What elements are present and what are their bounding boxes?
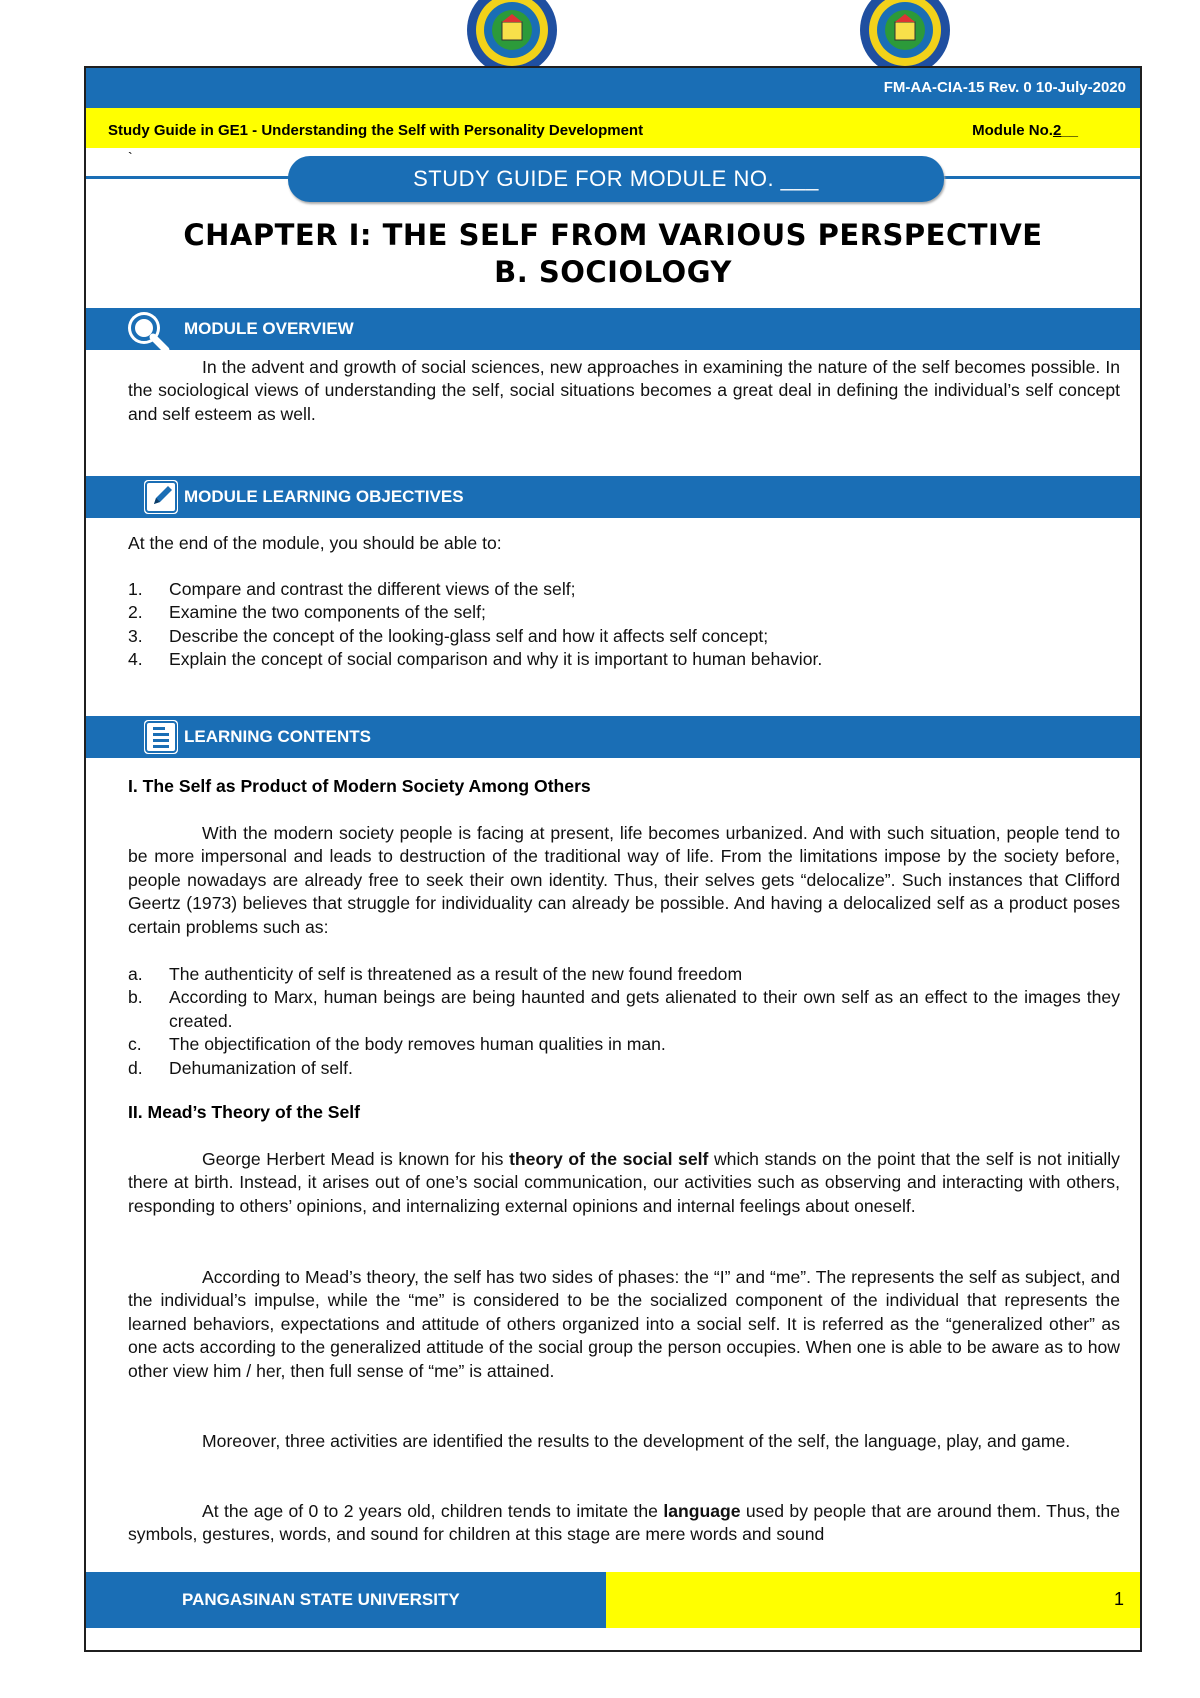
content-paragraph-2 (128, 1148, 1120, 1218)
overview-paragraph: In the advent and growth of social sciences, new approaches in examining the nature of the self becomes possible. In the sociological views of understanding the self, social situations becomes a great deal in defining the individual’s self concept and self esteem as well. (128, 357, 1120, 424)
list-item (128, 1057, 1120, 1080)
guide-line-right (936, 176, 1140, 179)
document-icon (144, 720, 178, 754)
list-item (128, 625, 1120, 648)
para5-text: At the age of 0 to 2 years old, children tends to imitate the (202, 1501, 664, 1521)
module-number: Module No.2__ (972, 122, 1078, 139)
university-seal-right (859, 0, 951, 72)
para2-emphasis: theory of the social self (509, 1149, 709, 1169)
footer-page-bar (606, 1572, 1140, 1628)
list-item (128, 963, 1120, 986)
list-text: The objectification of the body removes human qualities in man. (169, 1034, 666, 1055)
section-module-overview (86, 308, 1140, 350)
list-text: Examine the two components of the self; (169, 602, 486, 623)
list-text: According to Marx, human beings are being haunted and gets alienated to their own self as an effect to the images they created. (169, 987, 1120, 1031)
content-paragraph-1: With the modern society people is facing at present, life becomes urbanized. And with such situation, people tend to be more impersonal and leads to destruction of the traditional way of life. From the limitations impose by the society before, people nowadays are already free to seek their own identity. Thus, their selves gets “delocalize”. Such instances that Clifford Geertz (1973) believes that struggle for individuality can already be possible. And having a delocalized self as a product poses certain problems such as: (128, 823, 1120, 937)
list-item (128, 648, 1120, 671)
content-heading-2: II. Mead’s Theory of the Self (128, 1102, 361, 1122)
list-item (128, 578, 1120, 601)
module-label: Module No. (972, 122, 1053, 139)
para2-text: George Herbert Mead is known for his (202, 1149, 510, 1169)
university-seal-left (466, 0, 558, 72)
chapter-title: CHAPTER I: THE SELF FROM VARIOUS PERSPECTIVE (183, 218, 1043, 252)
university-name: PANGASINAN STATE UNIVERSITY (182, 1590, 460, 1609)
list-text: Compare and contrast the different views of the self; (169, 579, 576, 599)
section-title: MODULE LEARNING OBJECTIVES (184, 487, 464, 506)
stray-mark: ` (128, 149, 133, 165)
list-text: Explain the concept of social comparison and why it is important to human behavior. (169, 649, 823, 670)
objectives-intro: At the end of the module, you should be able to: (128, 533, 502, 553)
list-marker: 1. (128, 579, 143, 599)
list-text: The authenticity of self is threatened as a result of the new found freedom (169, 964, 743, 984)
list-marker: 2. (128, 602, 143, 623)
content-paragraph-3: According to Mead’s theory, the self has two sides of phases: the “I” and “me”. The represents the self as subject, and the individual’s impulse, while the “me” is considered to be the socialized component of the individual that represents the learned behaviors, expectations and attitude of others organized into a social self. It is referred as the “generalized other” as one acts according to the generalized attitude of the social group the person occupies. When one is able to be aware as to how other view him / her, then full sense of “me” is attained. (128, 1267, 1120, 1381)
search-icon (122, 304, 178, 361)
chapter-subtitle: B. SOCIOLOGY (494, 255, 732, 289)
list-marker: b. (128, 987, 143, 1008)
list-text: Dehumanization of self. (169, 1057, 353, 1078)
para2-text-rest: which stands on the point that the self is not initially there at birth. Instead, it arises out of one’s social communication, our activities such as observing and interacting with others, responding to others’ opinions, and internalizing external opinions and internal feelings about oneself. (128, 1149, 1120, 1216)
footer-university-bar (86, 1572, 606, 1628)
problems-list (128, 963, 1120, 1080)
study-guide-banner: STUDY GUIDE FOR MODULE NO. ___ (288, 156, 944, 202)
para5-text-rest: used by people that are around them. Thus, the symbols, gestures, words, and sound for children at this stage are mere words and sound (128, 1501, 1121, 1545)
document-code: FM-AA-CIA-15 Rev. 0 10-July-2020 (883, 79, 1126, 96)
list-marker: d. (128, 1057, 143, 1078)
header-title-bar (86, 108, 1140, 148)
list-item (128, 986, 1120, 1033)
list-marker: 3. (128, 625, 143, 646)
list-text: Describe the concept of the looking-glass self and how it affects self concept; (169, 625, 769, 646)
section-title: LEARNING CONTENTS (184, 727, 371, 746)
list-marker: 4. (128, 649, 143, 670)
guide-line-left (86, 176, 296, 179)
list-item (128, 601, 1120, 624)
para5-emphasis: language (663, 1501, 741, 1521)
edit-icon (144, 480, 178, 514)
header-code-bar (86, 68, 1140, 108)
content-paragraph-5 (128, 1500, 1120, 1547)
list-marker: c. (128, 1034, 142, 1055)
section-learning-contents (86, 716, 1140, 758)
list-marker: a. (128, 964, 143, 984)
study-guide-title: Study Guide in GE1 - Understanding the Self with Personality Development (108, 122, 644, 139)
section-title: MODULE OVERVIEW (184, 319, 354, 338)
module-number-value: 2 (1052, 122, 1062, 139)
list-item (128, 1033, 1120, 1056)
page-number: 1 (1113, 1589, 1124, 1609)
section-learning-objectives (86, 476, 1140, 518)
content-paragraph-4: Moreover, three activities are identified the results to the development of the self, the language, play, and game. (202, 1431, 1071, 1451)
content-heading-1: I. The Self as Product of Modern Society Among Others (128, 776, 591, 796)
objectives-list (128, 578, 1120, 672)
